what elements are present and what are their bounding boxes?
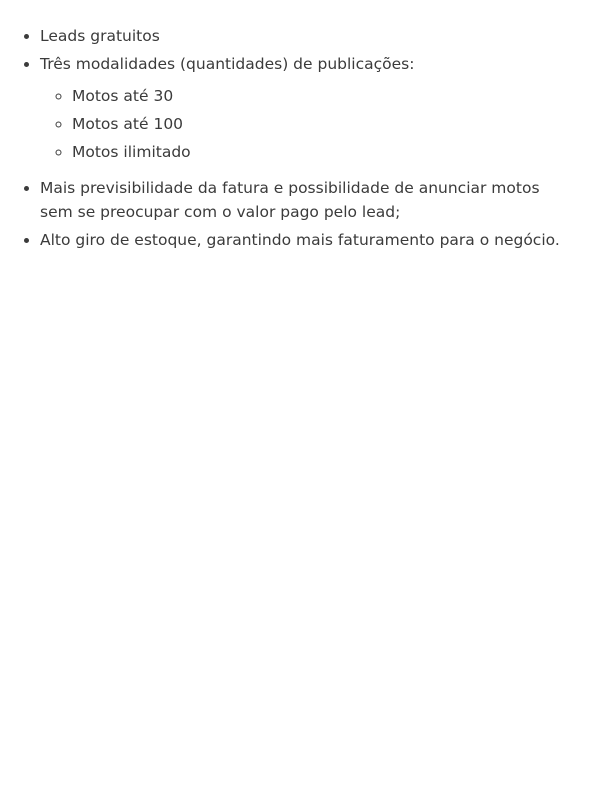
publication-modes-list <box>40 84 560 164</box>
sub-item-text: Motos ilimitado <box>72 143 191 161</box>
sub-item-motos-unlimited <box>72 140 560 164</box>
list-item-text: Leads gratuitos <box>40 27 160 45</box>
sub-item-text: Motos até 30 <box>72 87 174 105</box>
document-body <box>0 0 600 252</box>
list-item-publication-modes <box>40 52 560 164</box>
sub-item-text: Motos até 100 <box>72 115 184 133</box>
list-item-stock-turnover <box>40 228 560 252</box>
sub-item-motos-100 <box>72 112 560 136</box>
sub-item-motos-30 <box>72 84 560 108</box>
list-item-text: Alto giro de estoque, garantindo mais faturamento para o negócio. <box>40 231 560 249</box>
list-item-free-leads <box>40 24 560 48</box>
list-item-predictability <box>40 176 560 224</box>
benefits-list <box>0 24 560 252</box>
list-item-text: Mais previsibilidade da fatura e possibilidade de anunciar motos sem se preocupar com o valor pago pelo lead; <box>40 179 540 221</box>
list-item-text: Três modalidades (quantidades) de publicações: <box>40 55 415 73</box>
